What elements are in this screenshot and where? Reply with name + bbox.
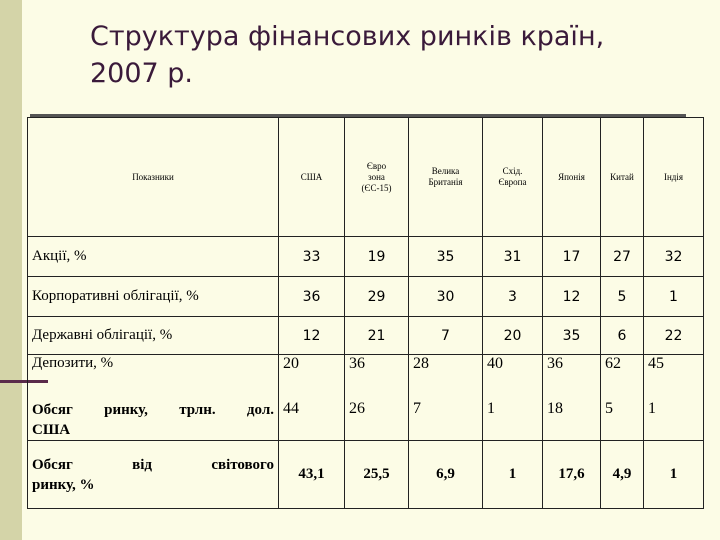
table-cell: 12 [279, 317, 345, 355]
slide-title [90, 18, 690, 92]
table-cell: 25,5 [345, 441, 409, 509]
header-indicators: Показники [28, 118, 279, 237]
left-decorative-band [0, 0, 22, 540]
table-row [28, 317, 704, 355]
table-cell: 4,9 [601, 441, 644, 509]
table-cell: 7 [409, 317, 483, 355]
header-usa: США [279, 118, 345, 237]
table-cell-merged: 45 1 [644, 355, 704, 441]
table-cell-merged: 28 7 [409, 355, 483, 441]
table-cell: 6 [601, 317, 644, 355]
table-cell-merged: 36 18 [543, 355, 601, 441]
table-cell-merged: 20 44 [279, 355, 345, 441]
table-cell: 36 [279, 277, 345, 317]
table-cell: 12 [543, 277, 601, 317]
table-cell-merged: 36 26 [345, 355, 409, 441]
table-row [28, 441, 704, 509]
table-cell: 31 [483, 237, 543, 277]
table-cell: 1 [483, 441, 543, 509]
table-cell: 27 [601, 237, 644, 277]
table-cell: 29 [345, 277, 409, 317]
row-label: Депозити, % [32, 355, 114, 371]
table-cell: 35 [409, 237, 483, 277]
header-eastern-europe: Схід. Європа [483, 118, 543, 237]
title-line-1: Структура фінансових ринків країн, [90, 21, 605, 52]
row-label: Обсяг від світового ринку, % [28, 441, 279, 509]
row-label: Корпоративні облігації, % [28, 277, 279, 317]
header-uk: Велика Британія [409, 118, 483, 237]
table-cell: 6,9 [409, 441, 483, 509]
table-cell: 3 [483, 277, 543, 317]
table-row-merged [28, 355, 704, 441]
table-cell: 1 [644, 441, 704, 509]
table-cell: 21 [345, 317, 409, 355]
header-china: Китай [601, 118, 644, 237]
header-japan: Японія [543, 118, 601, 237]
table-cell: 5 [601, 277, 644, 317]
header-india: Індія [644, 118, 704, 237]
table-header-row [28, 118, 704, 237]
row-label: Акції, % [28, 237, 279, 277]
header-eurozone: Євро зона (ЄС-15) [345, 118, 409, 237]
financial-markets-table [27, 117, 704, 509]
table-cell: 35 [543, 317, 601, 355]
table-cell: 17,6 [543, 441, 601, 509]
table-row [28, 237, 704, 277]
table-cell: 32 [644, 237, 704, 277]
table-cell: 1 [644, 277, 704, 317]
table-row [28, 277, 704, 317]
table-cell: 20 [483, 317, 543, 355]
table-cell: 17 [543, 237, 601, 277]
table-cell-merged: 40 1 [483, 355, 543, 441]
title-line-2: 2007 р. [90, 58, 194, 89]
table-cell: 30 [409, 277, 483, 317]
row-label-merged [28, 355, 279, 441]
table-cell: 43,1 [279, 441, 345, 509]
row-label: Державні облігації, % [28, 317, 279, 355]
table-cell-merged: 62 5 [601, 355, 644, 441]
table-cell: 33 [279, 237, 345, 277]
table-cell: 22 [644, 317, 704, 355]
row-label: Обсяг ринку, трлн. дол. США [32, 402, 274, 438]
table-cell: 19 [345, 237, 409, 277]
